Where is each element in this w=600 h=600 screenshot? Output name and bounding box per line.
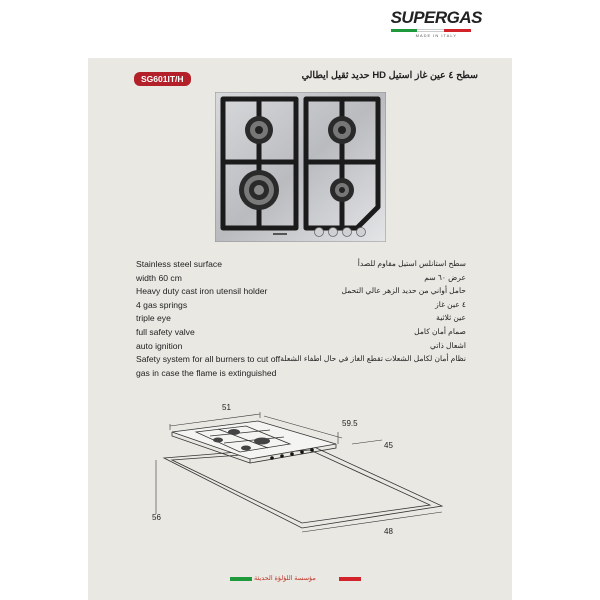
footer-flag-left xyxy=(230,577,252,581)
spec-row xyxy=(136,286,466,300)
spec-ar: صمام أمان كامل xyxy=(414,326,466,336)
spec-row xyxy=(136,259,466,273)
dim-outer-width: 59.5 xyxy=(342,419,358,428)
dim-cutout-depth: 56 xyxy=(152,513,161,522)
footer-flag-right xyxy=(339,577,361,581)
brand-logo xyxy=(391,8,482,38)
product-title-ar: سطح ٤ عين غاز استيل HD حديد ثقيل ايطالي xyxy=(301,70,478,81)
spec-row xyxy=(136,273,466,287)
spec-ar: عرض ٦٠ سم xyxy=(424,272,466,282)
dim-depth: 45 xyxy=(384,441,393,450)
spec-row xyxy=(136,368,466,382)
spec-ar: عين ثلاثية xyxy=(436,313,466,323)
spec-en: gas in case the flame is extinguished xyxy=(136,367,277,378)
brand-name: SUPERGAS xyxy=(390,8,482,27)
catalog-sheet xyxy=(88,0,512,600)
italian-flag-stripe xyxy=(391,29,471,32)
spec-row xyxy=(136,313,466,327)
footer-company-name: مؤسسة اللؤلؤة الحديثة xyxy=(254,575,316,582)
spec-ar: ٤ عين غاز xyxy=(435,299,466,309)
spec-en: triple eye xyxy=(136,313,171,324)
spec-en: 4 gas springs xyxy=(136,299,188,310)
spec-row xyxy=(136,327,466,341)
brand-tagline: MADE IN ITALY xyxy=(415,33,457,38)
spec-en: Heavy duty cast iron utensil holder xyxy=(136,286,268,297)
spec-row xyxy=(136,341,466,355)
burner-back-left-icon xyxy=(245,116,273,144)
model-badge: SG601IT/H xyxy=(134,72,191,86)
dim-top-width: 51 xyxy=(222,403,231,412)
spec-en: full safety valve xyxy=(136,326,195,337)
dimension-diagram xyxy=(152,388,452,538)
spec-en: Safety system for all burners to cut off xyxy=(136,354,281,365)
gas-hob-4-burner-icon xyxy=(215,92,386,242)
burner-triple-ring-icon xyxy=(239,170,279,210)
hob-logo-plate-icon xyxy=(273,233,287,235)
spec-en: width 60 cm xyxy=(136,272,182,283)
spec-row xyxy=(136,354,466,368)
dim-cutout-width: 48 xyxy=(384,527,393,536)
spec-ar: نظام أمان لكامل الشعلات تقطع الغاز في حال اطفاء الشعلة xyxy=(280,354,466,364)
spec-ar: اشعال ذاتي xyxy=(429,340,466,350)
spec-en: auto ignition xyxy=(136,340,183,351)
spec-en: Stainless steel surface xyxy=(136,259,222,269)
spec-ar: حامل أواني من حديد الزهر عالي التحمل xyxy=(341,286,466,296)
spec-list xyxy=(136,259,466,381)
burner-front-right-icon xyxy=(330,178,354,202)
spec-row xyxy=(136,300,466,314)
header-bar xyxy=(88,0,512,58)
burner-back-right-icon xyxy=(328,116,356,144)
spec-ar: سطح استانلس استيل مقاوم للصدأ xyxy=(357,259,466,268)
